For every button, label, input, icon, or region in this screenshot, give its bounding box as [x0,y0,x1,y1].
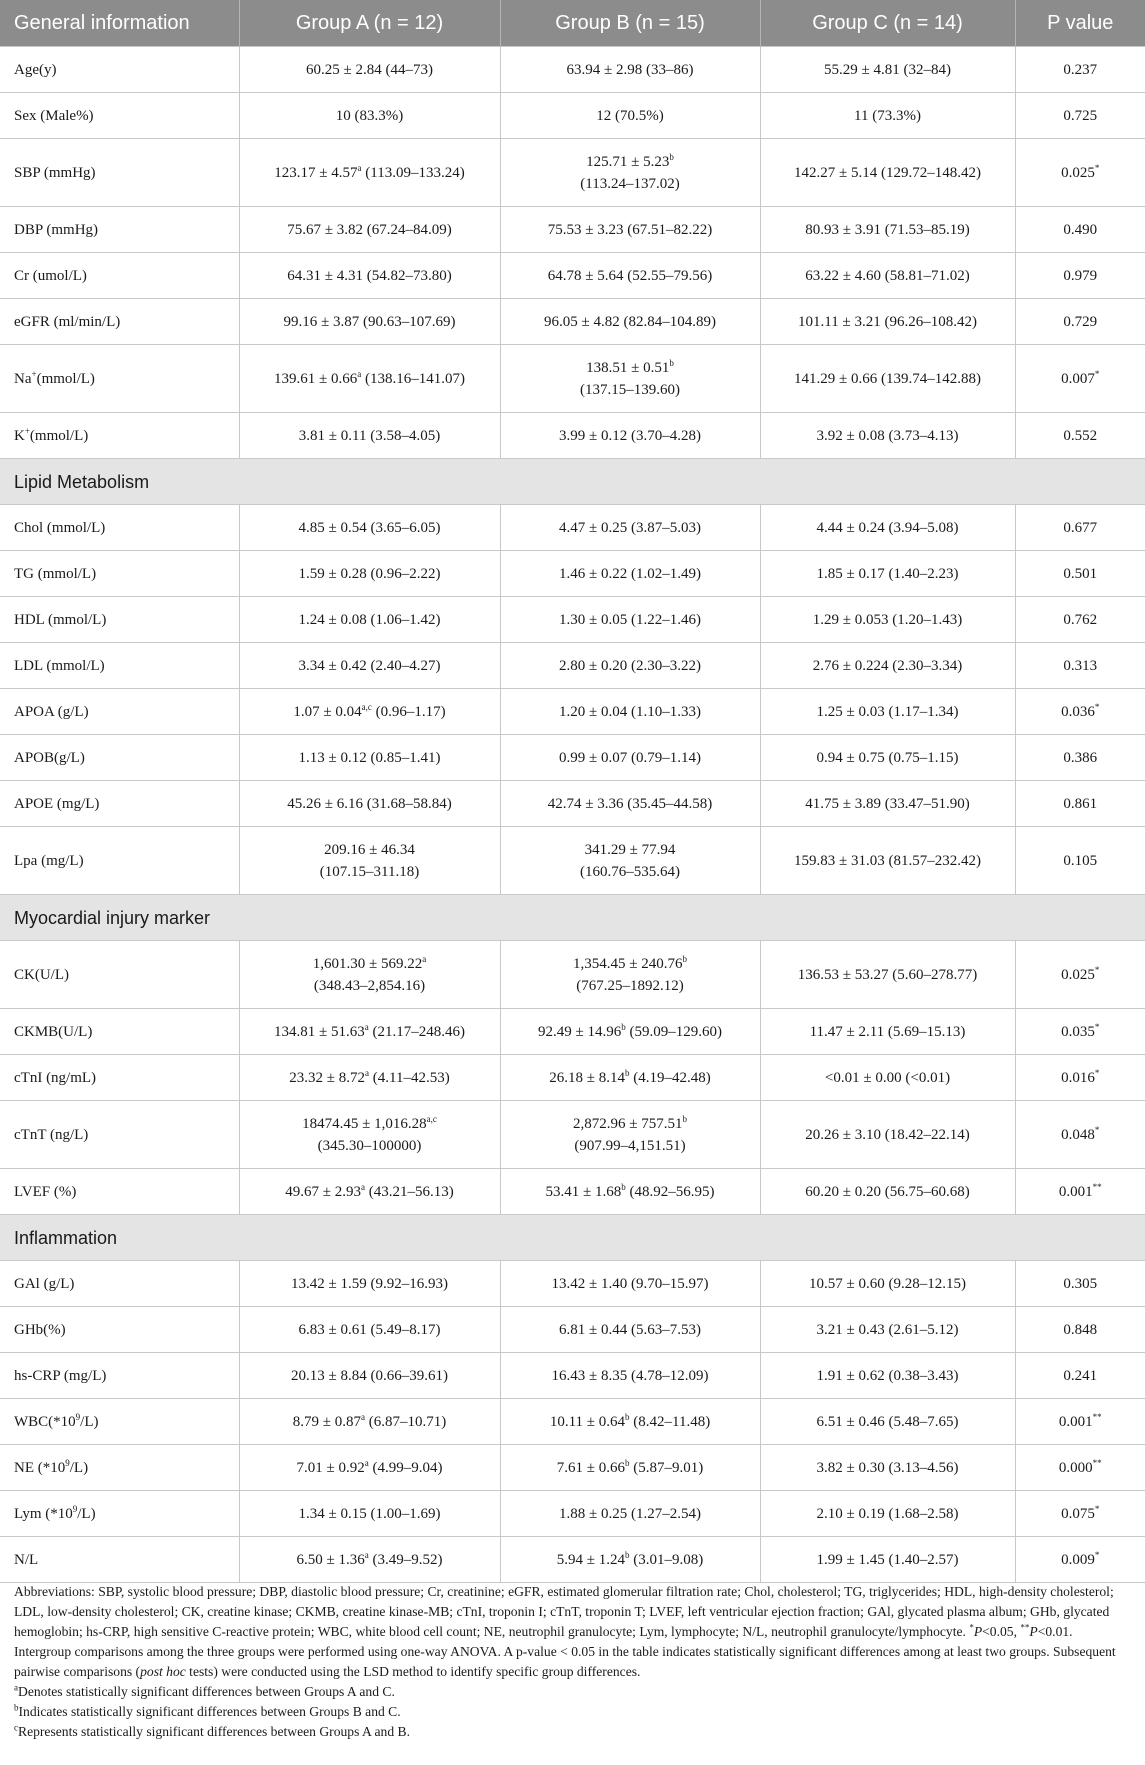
row-label: APOE (mg/L) [0,781,239,827]
row-label: N/L [0,1537,239,1583]
table-row [0,1009,1145,1055]
group-a-value: 6.83 ± 0.61 (5.49–8.17) [239,1307,500,1353]
row-label: cTnT (ng/L) [0,1101,239,1169]
table-row [0,1055,1145,1101]
p-value: 0.313 [1015,643,1145,689]
section-header-row [0,895,1145,941]
row-label: $WBC(*10^9/L)$ [0,1399,239,1445]
table-row [0,643,1145,689]
group-b-value: 10.11 ± 0.64$^b$ (8.42–11.48) [500,1399,760,1445]
p-value: 0.007* [1015,345,1145,413]
p-value: 0.501 [1015,551,1145,597]
table-row [0,735,1145,781]
footnote: $^a$Denotes statistically significant differences between Groups A and C. [14,1682,395,1699]
p-value: 0.001** [1015,1169,1145,1215]
group-a-value: 1.59 ± 0.28 (0.96–2.22) [239,551,500,597]
group-b-value: 2,872.96 ± 757.51$^b$ (907.99–4,151.51) [500,1101,760,1169]
p-value: 0.725 [1015,93,1145,139]
group-c-value: 41.75 ± 3.89 (33.47–51.90) [760,781,1015,827]
group-a-value: 45.26 ± 6.16 (31.68–58.84) [239,781,500,827]
table-row [0,1169,1145,1215]
group-a-value: $18474.45 \pm 1,016.28^{a,c}$ (345.30–100000) [239,1101,500,1169]
group-a-value: 60.25 ± 2.84 (44–73) [239,47,500,93]
group-b-value: 3.99 ± 0.12 (3.70–4.28) [500,413,760,459]
header-group-a: Group A (n = 12) [239,0,500,47]
group-b-value: 13.42 ± 1.40 (9.70–15.97) [500,1261,760,1307]
group-b-value: 125.71 ± 5.23$^b$ (113.24–137.02) [500,139,760,207]
group-a-value: 1.13 ± 0.12 (0.85–1.41) [239,735,500,781]
group-a-value: 75.67 ± 3.82 (67.24–84.09) [239,207,500,253]
group-c-value: <0.01 ± 0.00 (<0.01) [760,1055,1015,1101]
group-c-value: 1.85 ± 0.17 (1.40–2.23) [760,551,1015,597]
group-c-value: 101.11 ± 3.21 (96.26–108.42) [760,299,1015,345]
group-a-value: 1.34 ± 0.15 (1.00–1.69) [239,1491,500,1537]
section-header-row [0,459,1145,505]
row-label: NE $(*10^9/L)$ [0,1445,239,1491]
row-label: hs-CRP (mg/L) [0,1353,239,1399]
p-value: 0.861 [1015,781,1145,827]
group-a-value: 8.79 ± 0.87$^a$ (6.87–10.71) [239,1399,500,1445]
table-row [0,345,1145,413]
row-label: CK(U/L) [0,941,239,1009]
row-label: SBP (mmHg) [0,139,239,207]
row-label: cTnI (ng/mL) [0,1055,239,1101]
group-a-value: 6.50 ± 1.36$^a$ (3.49–9.52) [239,1537,500,1583]
p-value: 0.016* [1015,1055,1145,1101]
group-c-value: 136.53 ± 53.27 (5.60–278.77) [760,941,1015,1009]
group-a-value: 49.67 ± 2.93$^a$ (43.21–56.13) [239,1169,500,1215]
group-a-value: 13.42 ± 1.59 (9.92–16.93) [239,1261,500,1307]
p-value: 0.241 [1015,1353,1145,1399]
table-body [0,47,1145,1583]
row-label: APOA (g/L) [0,689,239,735]
group-b-value: 5.94 ± 1.24$^b$ (3.01–9.08) [500,1537,760,1583]
p-value: 0.075* [1015,1491,1145,1537]
group-c-value: 159.83 ± 31.03 (81.57–232.42) [760,827,1015,895]
table-row [0,1261,1145,1307]
group-c-value: 6.51 ± 0.46 (5.48–7.65) [760,1399,1015,1445]
row-label: eGFR (ml/min/L) [0,299,239,345]
group-a-value: 3.34 ± 0.42 (2.40–4.27) [239,643,500,689]
group-c-value: 11.47 ± 2.11 (5.69–15.13) [760,1009,1015,1055]
row-label: GHb(%) [0,1307,239,1353]
group-b-value: 26.18 ± 8.14$^b$ (4.19–42.48) [500,1055,760,1101]
group-c-value: 3.92 ± 0.08 (3.73–4.13) [760,413,1015,459]
table-row [0,1491,1145,1537]
table-row [0,1101,1145,1169]
p-value: 0.025* [1015,139,1145,207]
group-b-value: 7.61 ± 0.66$^b$ (5.87–9.01) [500,1445,760,1491]
row-label: Lym $(*10^9/L)$ [0,1491,239,1537]
row-label: Na+(mmol/L) [0,345,239,413]
group-a-value: 134.81 ± 51.63$^a$ (21.17–248.46) [239,1009,500,1055]
group-a-value: $1.07 \pm 0.04^{a,c}$ (0.96–1.17) [239,689,500,735]
group-c-value: 3.21 ± 0.43 (2.61–5.12) [760,1307,1015,1353]
p-value: 0.000** [1015,1445,1145,1491]
row-label: LDL (mmol/L) [0,643,239,689]
row-label: Sex (Male%) [0,93,239,139]
table-row [0,827,1145,895]
group-a-value: 20.13 ± 8.84 (0.66–39.61) [239,1353,500,1399]
row-label: DBP (mmHg) [0,207,239,253]
footnote: Abbreviations: SBP, systolic blood pressure; DBP, diastolic blood pressure; Cr, creatinine; eGFR, estimated glomerular filtration rate; Chol, cholesterol; TG, triglycerides; HDL, high-density cholesterol; LDL, low-density cholesterol; CK, creatine kinase; CKMB, creatine kinase-MB; cTnI, troponin I; cTnT, troponin T; LVEF, left ventricular ejection fraction; GAl, glycated plasma album; GHb, glycated hemoglobin; hs-CRP, high sensitive C-reactive protein; WBC, white blood cell count; NE, neutrophil granulocyte; Lym, lymphocyte; N/L, neutrophil granulocyte/lymphocyte. *P<0.05, **P<0.01. [14,1584,1114,1639]
p-value: 0.036* [1015,689,1145,735]
group-b-value: 1.88 ± 0.25 (1.27–2.54) [500,1491,760,1537]
p-value: 0.035* [1015,1009,1145,1055]
group-c-value: 63.22 ± 4.60 (58.81–71.02) [760,253,1015,299]
table-row [0,1445,1145,1491]
group-a-value: 1.24 ± 0.08 (1.06–1.42) [239,597,500,643]
p-value: 0.729 [1015,299,1145,345]
group-c-value: 10.57 ± 0.60 (9.28–12.15) [760,1261,1015,1307]
row-label: Lpa (mg/L) [0,827,239,895]
header-group-b: Group B (n = 15) [500,0,760,47]
p-value: 0.025* [1015,941,1145,1009]
group-b-value: 75.53 ± 3.23 (67.51–82.22) [500,207,760,253]
group-b-value: 42.74 ± 3.36 (35.45–44.58) [500,781,760,827]
group-b-value: 1,354.45 ± 240.76$^b$ (767.25–1892.12) [500,941,760,1009]
row-label: HDL (mmol/L) [0,597,239,643]
group-c-value: 60.20 ± 0.20 (56.75–60.68) [760,1169,1015,1215]
p-value: 0.552 [1015,413,1145,459]
group-a-value: 64.31 ± 4.31 (54.82–73.80) [239,253,500,299]
p-value: 0.677 [1015,505,1145,551]
p-value: 0.386 [1015,735,1145,781]
group-b-value: 1.46 ± 0.22 (1.02–1.49) [500,551,760,597]
group-c-value: 55.29 ± 4.81 (32–84) [760,47,1015,93]
group-a-value: 1,601.30 ± 569.22$^a$ (348.43–2,854.16) [239,941,500,1009]
group-c-value: 1.99 ± 1.45 (1.40–2.57) [760,1537,1015,1583]
group-a-value: 139.61 ± 0.66$^a$ (138.16–141.07) [239,345,500,413]
group-a-value: 99.16 ± 3.87 (90.63–107.69) [239,299,500,345]
group-a-value: 4.85 ± 0.54 (3.65–6.05) [239,505,500,551]
header-group-c: Group C (n = 14) [760,0,1015,47]
group-b-value: 96.05 ± 4.82 (82.84–104.89) [500,299,760,345]
section-title: Inflammation [0,1215,1145,1261]
group-b-value: 6.81 ± 0.44 (5.63–7.53) [500,1307,760,1353]
p-value: 0.009* [1015,1537,1145,1583]
row-label: CKMB(U/L) [0,1009,239,1055]
group-b-value: 2.80 ± 0.20 (2.30–3.22) [500,643,760,689]
group-b-value: 16.43 ± 8.35 (4.78–12.09) [500,1353,760,1399]
table-row [0,47,1145,93]
group-b-value: 0.99 ± 0.07 (0.79–1.14) [500,735,760,781]
section-title: Myocardial injury marker [0,895,1145,941]
group-b-value: 1.30 ± 0.05 (1.22–1.46) [500,597,760,643]
row-label: Age(y) [0,47,239,93]
table-row [0,139,1145,207]
table-row [0,299,1145,345]
row-label: LVEF (%) [0,1169,239,1215]
header-p-value: P value [1015,0,1145,47]
table-footnotes [14,1582,1134,1742]
group-c-value: 1.29 ± 0.053 (1.20–1.43) [760,597,1015,643]
p-value: 0.848 [1015,1307,1145,1353]
table-row [0,253,1145,299]
footnote: $^b$Indicates statistically significant differences between Groups B and C. [14,1702,401,1719]
group-c-value: 1.91 ± 0.62 (0.38–3.43) [760,1353,1015,1399]
group-b-value: 53.41 ± 1.68$^b$ (48.92–56.95) [500,1169,760,1215]
group-a-value: 209.16 ± 46.34 (107.15–311.18) [239,827,500,895]
p-value: 0.105 [1015,827,1145,895]
p-value: 0.979 [1015,253,1145,299]
table-row [0,1537,1145,1583]
group-c-value: 20.26 ± 3.10 (18.42–22.14) [760,1101,1015,1169]
table-row [0,1307,1145,1353]
table-header-row [0,0,1145,47]
table-row [0,597,1145,643]
table-row [0,551,1145,597]
section-header-row [0,1215,1145,1261]
group-c-value: 141.29 ± 0.66 (139.74–142.88) [760,345,1015,413]
table-row [0,781,1145,827]
group-a-value: 123.17 ± 4.57$^a$ (113.09–133.24) [239,139,500,207]
p-value: 0.237 [1015,47,1145,93]
row-label: APOB(g/L) [0,735,239,781]
row-label: K+(mmol/L) [0,413,239,459]
group-b-value: 63.94 ± 2.98 (33–86) [500,47,760,93]
table-row [0,1353,1145,1399]
group-a-value: 23.32 ± 8.72$^a$ (4.11–42.53) [239,1055,500,1101]
table-row [0,505,1145,551]
p-value: 0.762 [1015,597,1145,643]
table-row [0,1399,1145,1445]
section-title: Lipid Metabolism [0,459,1145,505]
footnote: Intergroup comparisons among the three groups were performed using one-way ANOVA. A p-value < 0.05 in the table indicates statistically significant differences among at least two groups. Subsequent pairwise comparisons (post hoc tests) were conducted using the LSD method to identify specific group differences. [14,1644,1116,1679]
group-c-value: 4.44 ± 0.24 (3.94–5.08) [760,505,1015,551]
group-c-value: 0.94 ± 0.75 (0.75–1.15) [760,735,1015,781]
table-row [0,413,1145,459]
p-value: 0.305 [1015,1261,1145,1307]
footnote: $^c$Represents statistically significant differences between Groups A and B. [14,1722,410,1739]
group-c-value: 142.27 ± 5.14 (129.72–148.42) [760,139,1015,207]
group-c-value: 2.76 ± 0.224 (2.30–3.34) [760,643,1015,689]
group-b-value: 138.51 ± 0.51$^b$ (137.15–139.60) [500,345,760,413]
row-label: Chol (mmol/L) [0,505,239,551]
group-c-value: 1.25 ± 0.03 (1.17–1.34) [760,689,1015,735]
group-b-value: 64.78 ± 5.64 (52.55–79.56) [500,253,760,299]
p-value: 0.001** [1015,1399,1145,1445]
group-b-value: 341.29 ± 77.94 (160.76–535.64) [500,827,760,895]
group-b-value: 12 (70.5%) [500,93,760,139]
group-a-value: 7.01 ± 0.92$^a$ (4.99–9.04) [239,1445,500,1491]
row-label: Cr (umol/L) [0,253,239,299]
table-row [0,689,1145,735]
row-label: GAl (g/L) [0,1261,239,1307]
header-general-information: General information [0,0,239,47]
group-c-value: 3.82 ± 0.30 (3.13–4.56) [760,1445,1015,1491]
table-row [0,941,1145,1009]
group-c-value: 2.10 ± 0.19 (1.68–2.58) [760,1491,1015,1537]
group-b-value: 1.20 ± 0.04 (1.10–1.33) [500,689,760,735]
group-a-value: 3.81 ± 0.11 (3.58–4.05) [239,413,500,459]
row-label: TG (mmol/L) [0,551,239,597]
table-row [0,93,1145,139]
p-value: 0.490 [1015,207,1145,253]
group-c-value: 11 (73.3%) [760,93,1015,139]
p-value: 0.048* [1015,1101,1145,1169]
group-a-value: 10 (83.3%) [239,93,500,139]
table-row [0,207,1145,253]
group-b-value: 92.49 ± 14.96$^b$ (59.09–129.60) [500,1009,760,1055]
group-c-value: 80.93 ± 3.91 (71.53–85.19) [760,207,1015,253]
group-b-value: 4.47 ± 0.25 (3.87–5.03) [500,505,760,551]
